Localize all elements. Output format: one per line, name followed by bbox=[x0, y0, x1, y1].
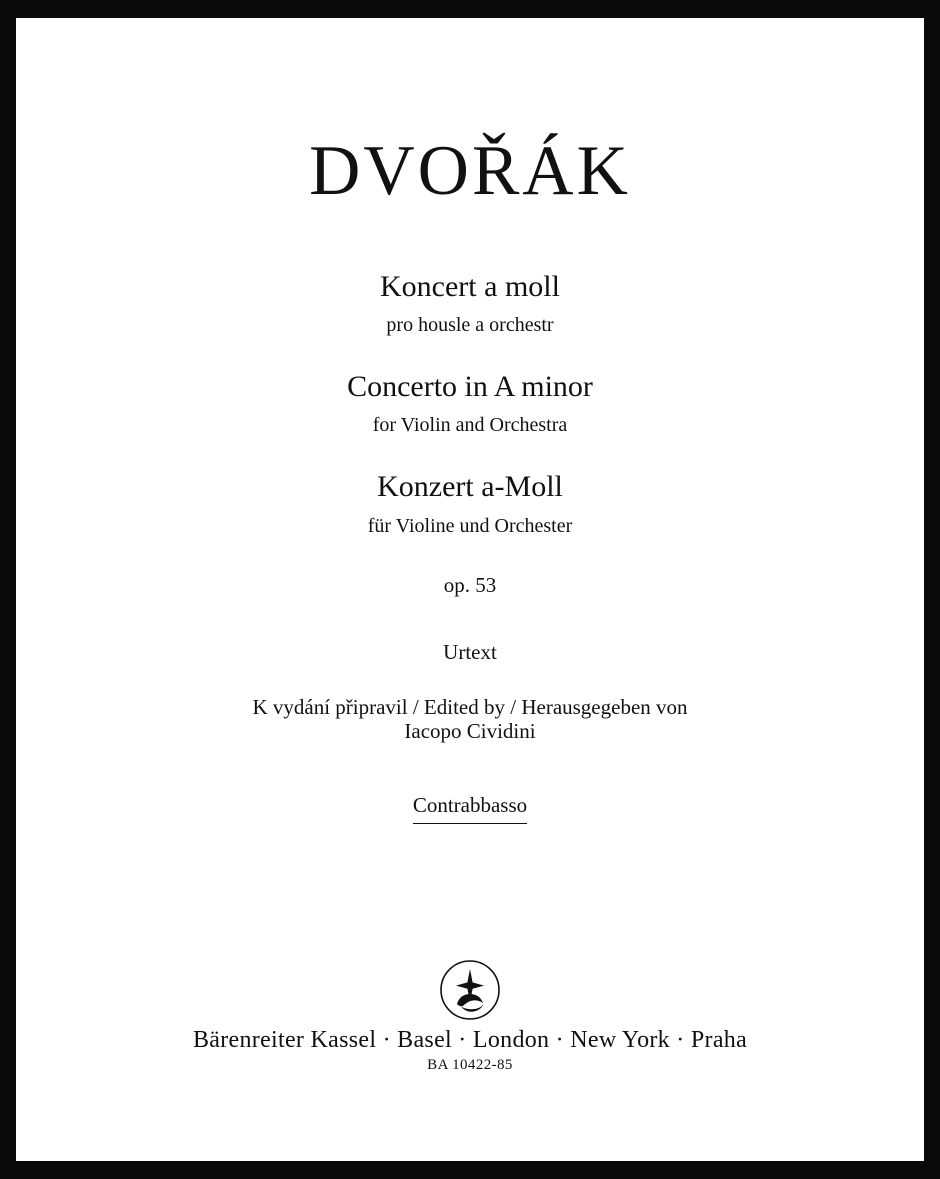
publisher-logo-wrapper bbox=[16, 959, 924, 1021]
part-name-wrapper bbox=[16, 793, 924, 824]
part-name: Contrabbasso bbox=[413, 793, 527, 824]
publisher-name: Bärenreiter Kassel · Basel · London · New York · Praha bbox=[192, 1026, 748, 1053]
work-title-czech: Koncert a moll bbox=[380, 269, 560, 303]
plate-number: BA 10422-85 bbox=[427, 1056, 513, 1073]
edition-type: Urtext bbox=[443, 639, 497, 664]
work-subtitle-german: für Violine und Orchester bbox=[367, 514, 573, 537]
barenreiter-bear-icon bbox=[439, 959, 501, 1026]
title-block-english bbox=[16, 369, 924, 437]
cover-content bbox=[16, 18, 924, 1074]
title-block-german bbox=[16, 469, 924, 538]
editor-name: Iacopo Cividini bbox=[404, 718, 536, 743]
opus-number: op. 53 bbox=[443, 572, 497, 597]
work-subtitle-english: for Violin and Orchestra bbox=[372, 413, 568, 436]
work-title-english: Concerto in A minor bbox=[347, 369, 593, 403]
work-subtitle-czech: pro housle a orchestr bbox=[386, 313, 554, 336]
sheet-music-cover-page bbox=[16, 18, 924, 1161]
work-title-german: Konzert a-Moll bbox=[377, 469, 563, 503]
title-block-czech bbox=[16, 269, 924, 337]
editor-credit-line: K vydání připravil / Edited by / Herausgegeben von bbox=[252, 694, 688, 719]
composer-name: DVOŘÁK bbox=[309, 132, 631, 210]
